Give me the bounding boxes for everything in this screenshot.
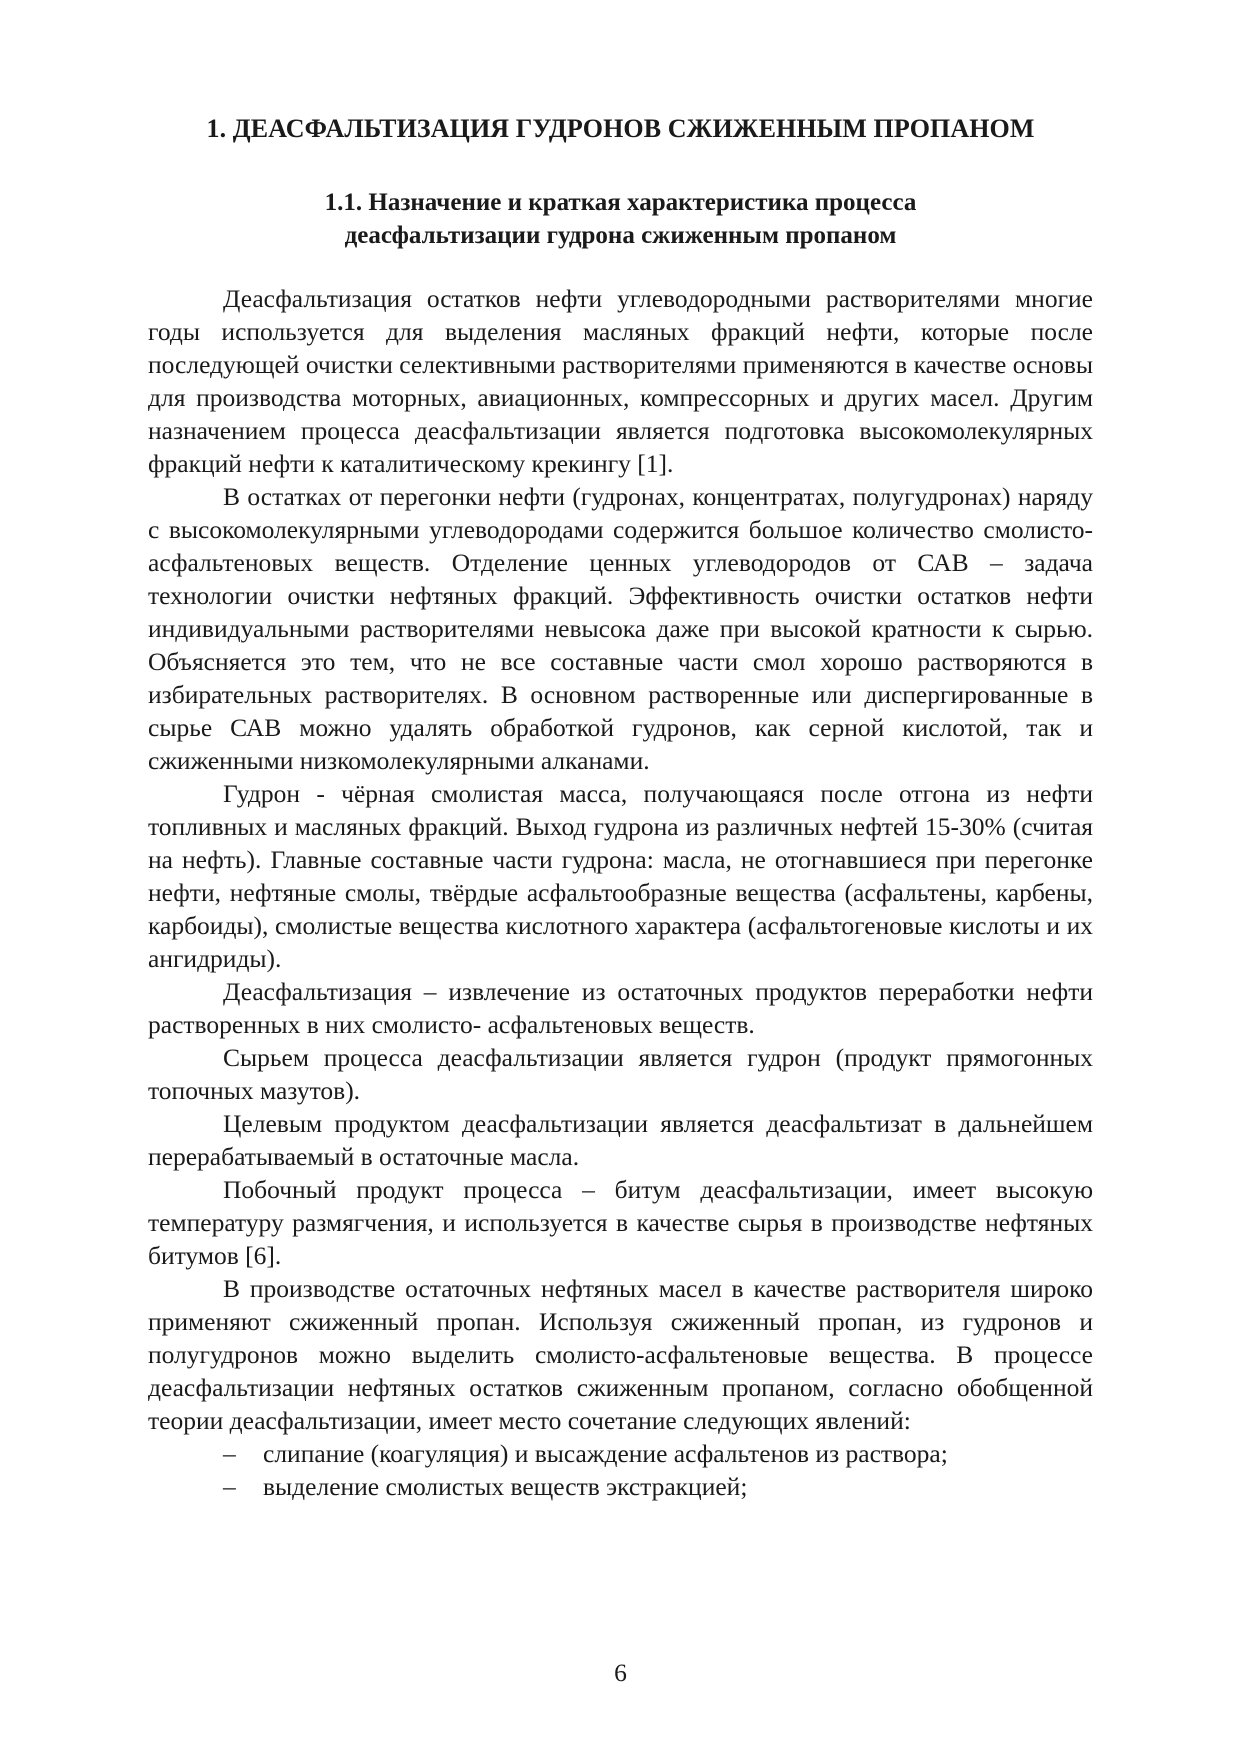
list-item [148,1437,1093,1470]
phenomena-list [148,1437,1093,1503]
paragraph-7: Побочный продукт процесса – битум деасфальтизации, имеет высокую температуру размягчения, и используется в качестве сырья в производстве нефтяных битумов [6]. [148,1175,1093,1270]
body-text [148,282,1093,1503]
paragraph-1: Деасфальтизация остатков нефти углеводородными растворителями многие годы используется для выделения масляных фракций нефти, которые после последующей очистки селективными растворителями применяются в качестве основы для производства моторных, авиационных, компрессорных и других масел. Другим назначением процесса деасфальтизации является подготовка высокомолекулярных фракций нефти к каталитическому крекингу [1]. [148,284,1093,478]
dash-marker: – [223,1439,236,1468]
paragraph-3: Гудрон - чёрная смолистая масса, получающаяся после отгона из нефти топливных и масляных фракций. Выход гудрона из различных нефтей 15-30% (считая на нефть). Главные составные части гудрона: масла, не отогнавшиеся при перегонке нефти, нефтяные смолы, твёрдые асфальтообразные вещества (асфальтены, карбены, карбоиды), смолистые вещества кислотного характера (асфальтогеновые кислоты и их ангидриды). [148,779,1093,973]
section-title-line-1: 1.1. Назначение и краткая характеристика процесса [324,189,917,216]
chapter-title: 1. ДЕАСФАЛЬТИЗАЦИЯ ГУДРОНОВ СЖИЖЕННЫМ ПРОПАНОМ [206,114,1035,143]
section-title-line-2: деасфальтизации гудрона сжиженным пропаном [344,222,897,249]
paragraph-5: Сырьем процесса деасфальтизации является гудрон (продукт прямогонных топочных мазутов). [148,1043,1093,1105]
page-number: 6 [614,1658,627,1687]
paragraph-2: В остатках от перегонки нефти (гудронах, концентратах, полугудронах) наряду с высокомолекулярными углеводородами содержится большое количество смолисто-асфальтеновых веществ. Отделение ценных углеводородов от САВ – задача технологии очистки нефтяных фракций. Эффективность очистки остатков нефти индивидуальными растворителями невысока даже при высокой кратности к сырью. Объясняется это тем, что не все составные части смол хорошо растворяются в избирательных растворителях. В основном растворенные или диспергированные в сырье САВ можно удалять обработкой гудронов, как серной кислотой, так и сжиженными низкомолекулярными алканами. [148,482,1093,775]
paragraph-8: В производстве остаточных нефтяных масел в качестве растворителя широко применяют сжиженный пропан. Используя сжиженный пропан, из гудронов и полугудронов можно выделить смолисто-асфальтеновые вещества. В процессе деасфальтизации нефтяных остатков сжиженным пропаном, согласно обобщенной теории деасфальтизации, имеет место сочетание следующих явлений: [148,1274,1093,1435]
list-item-text: слипание (коагуляция) и высаждение асфальтенов из раствора; [263,1439,948,1468]
section-title [148,186,1093,252]
paragraph-4: Деасфальтизация – извлечение из остаточных продуктов переработки нефти растворенных в них смолисто- асфальтеновых веществ. [148,977,1093,1039]
paragraph-6: Целевым продуктом деасфальтизации является деасфальтизат в дальнейшем перерабатываемый в остаточные масла. [148,1109,1093,1171]
list-item [148,1470,1093,1503]
dash-marker: – [223,1472,236,1501]
list-item-text: выделение смолистых веществ экстракцией; [263,1472,748,1501]
